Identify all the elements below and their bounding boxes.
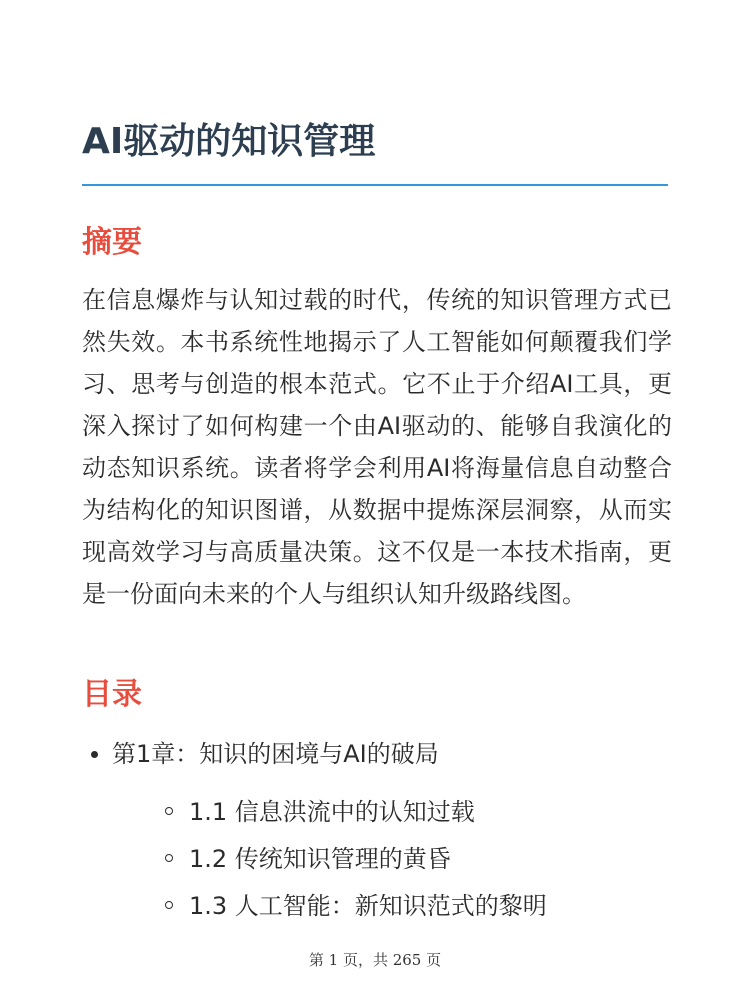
abstract-paragraph: 在信息爆炸与认知过载的时代，传统的知识管理方式已然失效。本书系统性地揭示了人工智能如何颠覆我们学习、思考与创造的根本范式。它不止于介绍AI工具，更深入探讨了如何构建一个由AI驱动的、能够自我演化的动态知识系统。读者将学会利用AI将海量信息自动整合为结构化的知识图谱，从数据中提炼深层洞察，从而实现高效学习与高质量决策。这不仅是一本技术指南，更是一份面向未来的个人与组织认知升级路线图。 <box>82 286 672 608</box>
circle-bullet-icon <box>165 807 173 815</box>
title-divider <box>82 184 668 186</box>
toc-section-item <box>189 792 475 832</box>
toc-section-item <box>189 886 547 926</box>
toc-section-label: 1.2 传统知识管理的黄昏 <box>189 845 451 873</box>
toc-chapter-label: 第1章：知识的困境与AI的破局 <box>112 740 439 768</box>
toc-chapter-item <box>112 734 439 774</box>
toc-heading: 目录 <box>82 677 142 712</box>
abstract-heading: 摘要 <box>82 225 142 260</box>
toc-section-item <box>189 839 451 879</box>
toc-section-label: 1.1 信息洪流中的认知过载 <box>189 798 475 826</box>
toc-section-label: 1.3 人工智能：新知识范式的黎明 <box>189 892 547 920</box>
document-title: AI驱动的知识管理 <box>82 121 376 162</box>
circle-bullet-icon <box>165 854 173 862</box>
circle-bullet-icon <box>165 901 173 909</box>
bullet-icon <box>91 751 98 758</box>
page-number-footer: 第 1 页，共 265 页 <box>308 951 442 969</box>
